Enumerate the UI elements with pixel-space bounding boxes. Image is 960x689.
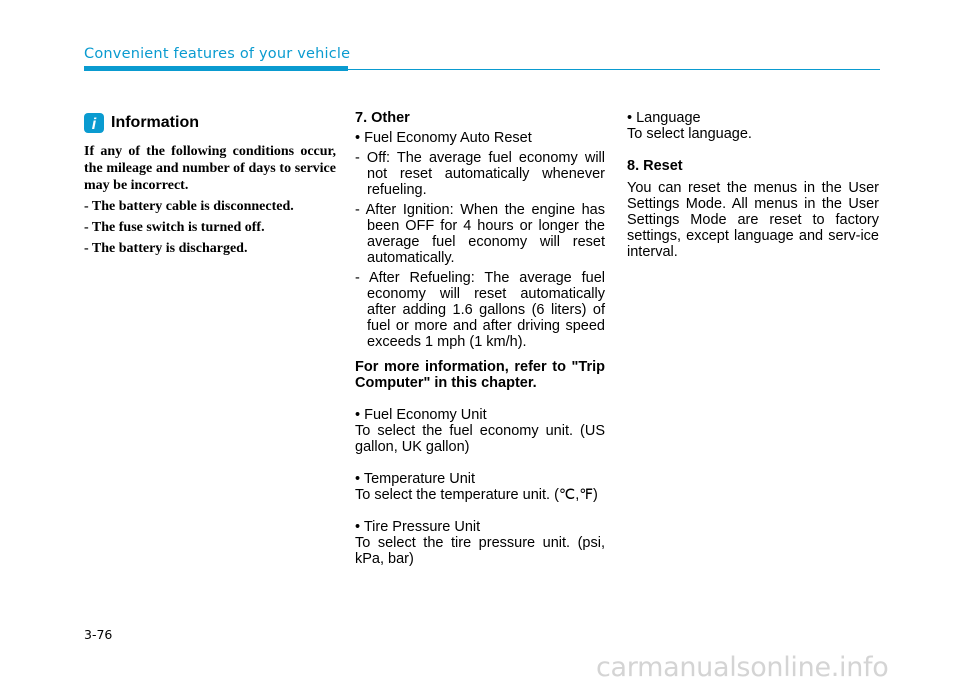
list-item: - The fuse switch is turned off.	[84, 220, 265, 235]
page-number: 3-76	[84, 627, 113, 642]
subsection-title: • Language	[627, 110, 701, 126]
subsection-title: • Fuel Economy Auto Reset	[355, 130, 532, 146]
subsection-description: To select the tire pressure unit. (psi, kPa, bar)	[355, 535, 605, 567]
information-header	[84, 113, 336, 133]
information-box	[84, 110, 336, 257]
list-item: - After Refueling: The average fuel economy will reset automatically after adding 1.6 gallons (6 liters) of fuel or more and after driving speed exceeds 1 mph (1 km/h).	[355, 270, 605, 350]
reset-description: You can reset the menus in the User Settings Mode. All menus in the User Settings Mode are reset to factory settings, except language and serv-ice interval.	[627, 180, 879, 260]
svg-text:i: i	[91, 116, 97, 133]
list-item: - The battery cable is disconnected.	[84, 199, 294, 214]
section-reset-column	[627, 110, 879, 260]
information-body: If any of the following conditions occur, the mileage and number of days to service may be incorrect.	[84, 144, 336, 193]
section-heading: 7. Other	[355, 110, 410, 126]
subsection-description: To select language.	[627, 126, 752, 142]
subsection-title: • Temperature Unit	[355, 471, 476, 487]
subsection-description: To select the fuel economy unit. (US gallon, UK gallon)	[355, 423, 605, 455]
list-item: - Off: The average fuel economy will not reset automatically whenever refueling.	[355, 150, 605, 198]
subsection-title: • Fuel Economy Unit	[355, 407, 487, 423]
information-title: Information	[111, 114, 199, 131]
section-other	[355, 110, 605, 567]
header-rule-thin	[348, 69, 880, 70]
subsection-title: • Tire Pressure Unit	[355, 519, 481, 535]
list-item: - After Ignition: When the engine has been OFF for 4 hours or longer the average fuel economy will reset automatically.	[355, 202, 605, 266]
header-rule-thick	[84, 66, 348, 71]
section-heading: 8. Reset	[627, 158, 683, 174]
list-item: - The battery is discharged.	[84, 241, 248, 256]
info-icon	[84, 113, 104, 133]
information-list	[84, 198, 336, 257]
watermark: carmanualsonline.info	[596, 652, 889, 683]
section-header-title: Convenient features of your vehicle	[84, 46, 351, 62]
subsection-description: To select the temperature unit. (℃,℉)	[355, 487, 598, 503]
reference-note: For more information, refer to "Trip Computer" in this chapter.	[355, 359, 605, 391]
